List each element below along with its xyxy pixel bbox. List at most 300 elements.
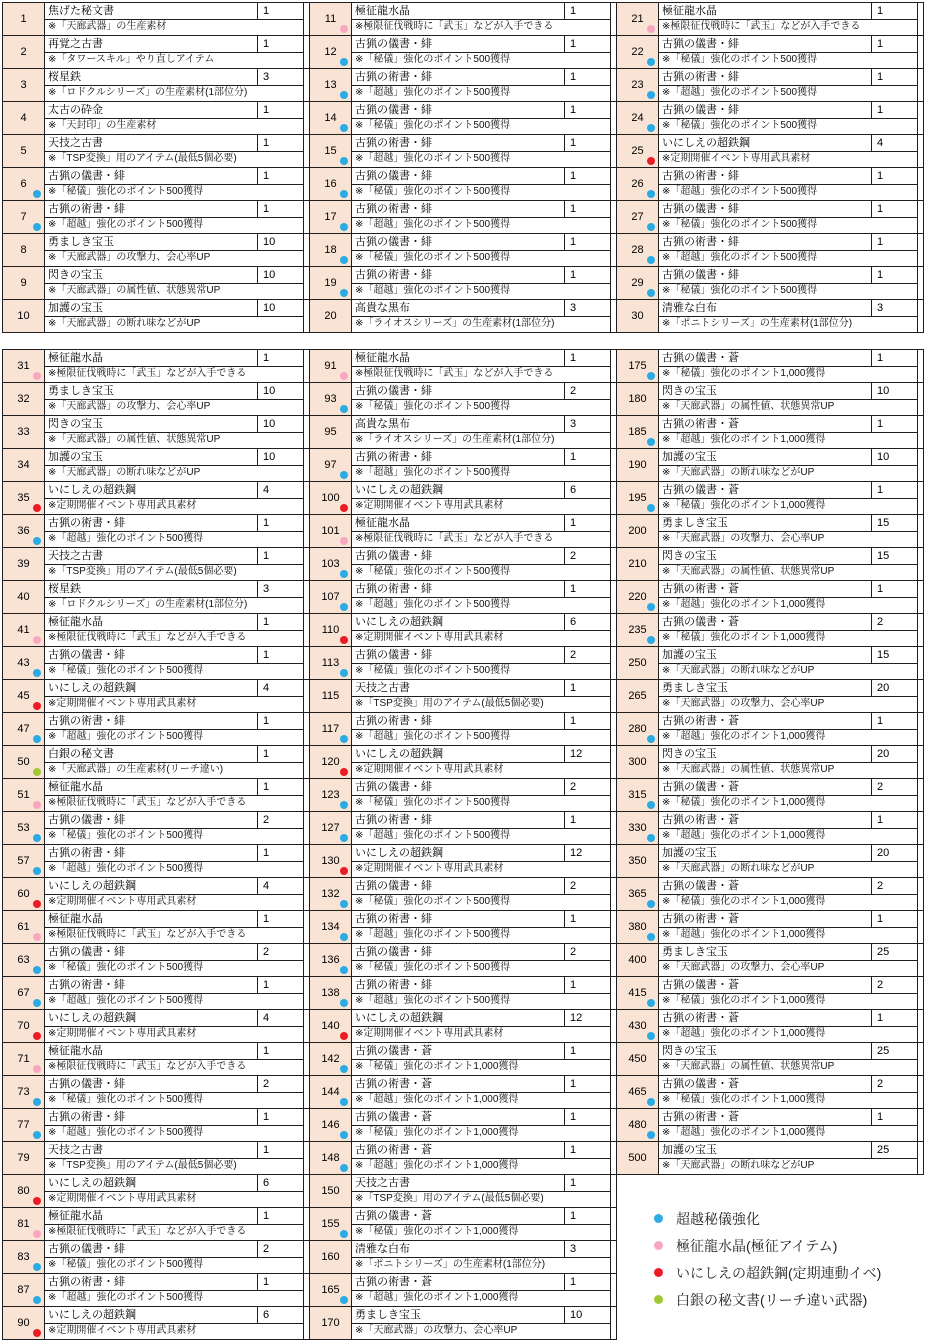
- grid-strip: [918, 779, 924, 811]
- floor-number: 117: [321, 723, 340, 735]
- reward-row: [3, 746, 310, 779]
- item-quantity: 1: [872, 69, 918, 86]
- floor-number-cell: [617, 515, 659, 547]
- floor-number: 17: [324, 211, 337, 223]
- floor-number-cell: [617, 135, 659, 167]
- item-quantity: 1: [258, 977, 304, 994]
- item-note: ※「超越」強化のポイント500獲得: [45, 218, 304, 233]
- item-name: 閃きの宝玉: [659, 548, 872, 565]
- item-note: ※「超越」強化のポイント500獲得: [45, 532, 304, 547]
- item-quantity: 4: [258, 680, 304, 697]
- red-dot-icon: [33, 1032, 41, 1040]
- floor-number: 24: [631, 112, 644, 124]
- item-note: ※定期開催イベント専用武具素材: [45, 1192, 304, 1207]
- grid-strip: [918, 548, 924, 580]
- item-note: ※「天廊武器」の攻撃力、会心率UP: [45, 251, 304, 266]
- item-name: 古猟の儀書・緋: [352, 234, 565, 251]
- item-quantity: 1: [258, 515, 304, 532]
- item-note: ※「ロドクルシリーズ」の生産素材(1部位分): [45, 598, 304, 613]
- reward-row: [617, 515, 924, 548]
- floor-number: 185: [628, 426, 647, 438]
- floor-number: 7: [20, 211, 27, 223]
- item-quantity: 20: [872, 680, 918, 697]
- item-note: ※「超越」強化のポイント500獲得: [352, 466, 611, 481]
- floor-number: 83: [17, 1251, 30, 1263]
- item-quantity: 2: [258, 812, 304, 829]
- reward-row: [3, 515, 310, 548]
- floor-number-cell: [310, 267, 352, 299]
- grid-strip: [918, 812, 924, 844]
- item-note: ※「ポニトシリーズ」の生産素材(1部位分): [659, 317, 918, 332]
- item-quantity: 10: [258, 267, 304, 284]
- item-quantity: 3: [258, 581, 304, 598]
- reward-row: [310, 1043, 617, 1076]
- reward-row: [617, 680, 924, 713]
- item-name: 古猟の儀書・緋: [45, 1241, 258, 1258]
- reward-row: [310, 69, 617, 102]
- item-quantity: 10: [258, 383, 304, 400]
- reward-row: [617, 845, 924, 878]
- item-quantity: 1: [565, 267, 611, 284]
- item-note: ※定期開催イベント専用武具素材: [45, 1324, 304, 1339]
- item-quantity: 25: [872, 1142, 918, 1159]
- item-note: ※「超越」強化のポイント500獲得: [45, 730, 304, 745]
- item-note: ※「超越」強化のポイント1,000獲得: [659, 598, 918, 613]
- item-note: ※「タワースキル」やり直しアイテム: [45, 53, 304, 68]
- item-quantity: 1: [872, 416, 918, 433]
- blue-dot-icon: [647, 190, 655, 198]
- item-note: ※「超越」強化のポイント500獲得: [352, 284, 611, 299]
- item-quantity: 1: [565, 234, 611, 251]
- floor-number: 93: [324, 393, 337, 405]
- reward-row: [310, 746, 617, 779]
- item-name: 古猟の儀書・緋: [352, 383, 565, 400]
- floor-number: 50: [17, 756, 30, 768]
- reward-table-floors-91-170: [309, 349, 617, 1340]
- item-name: 古猟の術書・緋: [45, 201, 258, 218]
- reward-row: [3, 680, 310, 713]
- item-note: ※極限征伐戦時に「武玉」などが入手できる: [45, 631, 304, 646]
- floor-number-cell: [3, 845, 45, 877]
- item-note: ※「秘儀」強化のポイント1,000獲得: [659, 994, 918, 1009]
- item-name: 加護の宝玉: [659, 845, 872, 862]
- reward-row: [310, 911, 617, 944]
- item-note: ※定期開催イベント専用武具素材: [352, 1027, 611, 1042]
- item-name: 極征龍水晶: [659, 3, 872, 20]
- blue-dot-icon: [340, 735, 348, 743]
- blue-dot-icon: [647, 636, 655, 644]
- item-note: ※「天廊武器」の属性値、状態異常UP: [45, 284, 304, 299]
- item-name: 古猟の術書・緋: [352, 135, 565, 152]
- item-note: ※「秘儀」強化のポイント500獲得: [352, 796, 611, 811]
- item-name: 古猟の儀書・蒼: [659, 482, 872, 499]
- item-quantity: 15: [872, 548, 918, 565]
- item-quantity: 1: [565, 911, 611, 928]
- reward-row: [3, 548, 310, 581]
- reward-row: [310, 102, 617, 135]
- item-quantity: 2: [565, 944, 611, 961]
- floor-number: 10: [17, 310, 30, 322]
- floor-number-cell: [310, 779, 352, 811]
- floor-number: 32: [17, 393, 30, 405]
- pink-dot-icon: [647, 25, 655, 33]
- item-note: ※「超越」強化のポイント500獲得: [352, 152, 611, 167]
- item-quantity: 1: [565, 168, 611, 185]
- item-name: いにしえの超鉄鋼: [352, 845, 565, 862]
- floor-number: 87: [17, 1284, 30, 1296]
- floor-number: 22: [631, 46, 644, 58]
- floor-number-cell: [310, 548, 352, 580]
- item-note: ※「秘儀」強化のポイント1,000獲得: [352, 1225, 611, 1240]
- item-quantity: 4: [258, 482, 304, 499]
- reward-row: [310, 267, 617, 300]
- blue-dot-icon: [340, 669, 348, 677]
- item-quantity: 10: [565, 1307, 611, 1324]
- item-note: ※極限征伐戦時に「武玉」などが入手できる: [45, 367, 304, 382]
- floor-number: 51: [17, 789, 30, 801]
- item-note: ※「秘儀」強化のポイント1,000獲得: [659, 1093, 918, 1108]
- floor-number: 107: [321, 591, 340, 603]
- item-name: 古猟の術書・緋: [352, 713, 565, 730]
- blue-dot-icon: [340, 999, 348, 1007]
- grid-strip: [918, 1109, 924, 1141]
- item-note: ※「秘儀」強化のポイント1,000獲得: [659, 631, 918, 646]
- item-quantity: 1: [258, 1142, 304, 1159]
- floor-number: 380: [628, 921, 647, 933]
- reward-row: [617, 234, 924, 267]
- item-name: 天技之古書: [352, 1175, 565, 1192]
- blue-dot-icon: [647, 900, 655, 908]
- floor-number-cell: [617, 449, 659, 481]
- item-name: 古猟の儀書・緋: [352, 878, 565, 895]
- reward-row: [310, 201, 617, 234]
- floor-number-cell: [310, 69, 352, 101]
- floor-number: 25: [631, 145, 644, 157]
- item-quantity: 1: [872, 581, 918, 598]
- item-name: いにしえの超鉄鋼: [45, 878, 258, 895]
- item-quantity: 6: [565, 482, 611, 499]
- grid-strip: [918, 350, 924, 382]
- item-quantity: 1: [872, 1010, 918, 1027]
- item-name: 古猟の術書・緋: [659, 234, 872, 251]
- item-name: 勇ましき宝玉: [45, 383, 258, 400]
- blue-dot-icon: [647, 801, 655, 809]
- item-note: ※「秘儀」強化のポイント500獲得: [45, 1093, 304, 1108]
- item-name: 古猟の術書・緋: [659, 168, 872, 185]
- floor-number: 165: [321, 1284, 340, 1296]
- grid-strip: [918, 416, 924, 448]
- floor-number: 3: [20, 79, 27, 91]
- item-name: 古猟の儀書・蒼: [352, 1043, 565, 1060]
- reward-row: [3, 267, 310, 300]
- floor-number: 18: [324, 244, 337, 256]
- item-quantity: 3: [872, 300, 918, 317]
- legend-item: [654, 1259, 923, 1286]
- item-note: ※極限征伐戦時に「武玉」などが入手できる: [45, 928, 304, 943]
- item-note: ※「超越」強化のポイント1,000獲得: [659, 928, 918, 943]
- item-quantity: 1: [258, 911, 304, 928]
- item-quantity: 1: [565, 515, 611, 532]
- item-name: 古猟の術書・緋: [45, 845, 258, 862]
- reward-row: [310, 680, 617, 713]
- item-quantity: 3: [565, 300, 611, 317]
- floor-number: 4: [20, 112, 27, 124]
- floor-number-cell: [617, 416, 659, 448]
- reward-row: [310, 515, 617, 548]
- floor-number: 12: [324, 46, 337, 58]
- blue-dot-icon: [647, 1131, 655, 1139]
- floor-number: 81: [17, 1218, 30, 1230]
- item-note: ※「超越」強化のポイント1,000獲得: [659, 1027, 918, 1042]
- item-name: 古猟の儀書・緋: [659, 36, 872, 53]
- floor-number: 67: [17, 987, 30, 999]
- blue-dot-icon: [340, 471, 348, 479]
- red-dot-icon: [33, 1197, 41, 1205]
- blue-dot-icon: [340, 966, 348, 974]
- item-name: 勇ましき宝玉: [352, 1307, 565, 1324]
- reward-row: [310, 350, 617, 383]
- floor-number-cell: [310, 1175, 352, 1207]
- item-name: 加護の宝玉: [659, 647, 872, 664]
- item-note: ※「超越」強化のポイント1,000獲得: [659, 829, 918, 844]
- floor-number-cell: [617, 713, 659, 745]
- floor-number: 45: [17, 690, 30, 702]
- floor-number: 103: [321, 558, 340, 570]
- item-quantity: 1: [258, 135, 304, 152]
- grid-strip: [918, 614, 924, 646]
- blue-dot-icon: [33, 1296, 41, 1304]
- item-name: 古猟の術書・緋: [352, 581, 565, 598]
- item-quantity: 2: [565, 548, 611, 565]
- reward-table-floors-31-90: [2, 349, 310, 1340]
- reward-row: [3, 1109, 310, 1142]
- blue-dot-icon: [340, 289, 348, 297]
- grid-strip: [918, 168, 924, 200]
- floor-number: 101: [321, 525, 340, 537]
- floor-number-cell: [310, 1109, 352, 1141]
- grid-strip: [918, 267, 924, 299]
- floor-number-cell: [3, 416, 45, 448]
- item-quantity: 1: [565, 449, 611, 466]
- floor-number: 350: [628, 855, 647, 867]
- reward-row: [3, 1208, 310, 1241]
- floor-number: 136: [321, 954, 340, 966]
- reward-row: [617, 1109, 924, 1142]
- red-dot-icon: [340, 636, 348, 644]
- blue-dot-icon: [340, 58, 348, 66]
- item-name: 古猟の儀書・蒼: [659, 977, 872, 994]
- item-note: ※「秘儀」強化のポイント500獲得: [659, 119, 918, 134]
- blue-dot-icon: [647, 58, 655, 66]
- item-quantity: 10: [258, 300, 304, 317]
- reward-row: [3, 383, 310, 416]
- item-note: ※定期開催イベント専用武具素材: [352, 862, 611, 877]
- blue-dot-icon: [33, 867, 41, 875]
- item-quantity: 1: [565, 3, 611, 20]
- floor-number: 115: [321, 690, 340, 702]
- item-name: 古猟の術書・緋: [45, 1274, 258, 1291]
- item-name: いにしえの超鉄鋼: [352, 482, 565, 499]
- item-note: ※「超越」強化のポイント1,000獲得: [352, 1291, 611, 1306]
- floor-number: 415: [628, 987, 647, 999]
- item-note: ※「超越」強化のポイント500獲得: [352, 829, 611, 844]
- item-name: 古猟の術書・緋: [45, 977, 258, 994]
- reward-row: [617, 878, 924, 911]
- floor-number-cell: [617, 548, 659, 580]
- item-quantity: 2: [565, 779, 611, 796]
- floor-number: 315: [628, 789, 647, 801]
- item-note: ※「天廊武器」の断れ味などがUP: [659, 466, 918, 481]
- reward-row: [3, 482, 310, 515]
- reward-row: [617, 812, 924, 845]
- item-quantity: 2: [872, 614, 918, 631]
- item-name: 古猟の術書・蒼: [352, 1142, 565, 1159]
- floor-number: 450: [628, 1053, 647, 1065]
- reward-row: [310, 1274, 617, 1307]
- reward-table-floors-175-500: [616, 349, 924, 1175]
- item-quantity: 1: [258, 779, 304, 796]
- floor-number: 41: [17, 624, 30, 636]
- item-name: 天技之古書: [45, 1142, 258, 1159]
- legend-item: [654, 1286, 923, 1313]
- item-name: 清雅な白布: [352, 1241, 565, 1258]
- item-note: ※「超越」強化のポイント500獲得: [45, 1126, 304, 1141]
- floor-number-cell: [310, 911, 352, 943]
- reward-row: [3, 647, 310, 680]
- reward-row: [617, 482, 924, 515]
- item-name: 極征龍水晶: [45, 1208, 258, 1225]
- floor-number: 123: [321, 789, 340, 801]
- floor-number-cell: [3, 1208, 45, 1240]
- item-name: 古猟の術書・蒼: [352, 1076, 565, 1093]
- section-gap: [309, 333, 616, 349]
- item-quantity: 1: [258, 1043, 304, 1060]
- blue-dot-icon: [647, 372, 655, 380]
- floor-number-cell: [3, 234, 45, 266]
- item-note: ※「超越」強化のポイント500獲得: [45, 862, 304, 877]
- floor-number-cell: [3, 1109, 45, 1141]
- floor-number: 148: [321, 1152, 340, 1164]
- floor-number-cell: [3, 201, 45, 233]
- legend-label: 超越秘儀強化: [676, 1210, 760, 1227]
- blue-dot-icon: [340, 1065, 348, 1073]
- grid-strip: [918, 482, 924, 514]
- floor-number-cell: [3, 1010, 45, 1042]
- reward-row: [3, 1076, 310, 1109]
- item-name: 古猟の術書・緋: [45, 713, 258, 730]
- reward-row: [3, 300, 310, 333]
- item-quantity: 1: [258, 201, 304, 218]
- item-quantity: 12: [565, 1010, 611, 1027]
- reward-row: [617, 1142, 924, 1175]
- reward-row: [617, 416, 924, 449]
- item-note: ※「天廊武器」の攻撃力、会心率UP: [659, 532, 918, 547]
- item-name: 古猟の儀書・緋: [45, 647, 258, 664]
- item-name: 古猟の術書・蒼: [659, 416, 872, 433]
- item-note: ※「秘儀」強化のポイント1,000獲得: [659, 796, 918, 811]
- floor-number-cell: [3, 614, 45, 646]
- reward-row: [617, 3, 924, 36]
- item-name: 閃きの宝玉: [659, 383, 872, 400]
- item-quantity: 1: [258, 746, 304, 763]
- item-name: 勇ましき宝玉: [659, 680, 872, 697]
- blue-dot-icon: [647, 999, 655, 1007]
- reward-row: [3, 581, 310, 614]
- blue-dot-icon: [647, 735, 655, 743]
- floor-number: 36: [17, 525, 30, 537]
- item-quantity: 1: [565, 36, 611, 53]
- item-note: ※「秘儀」強化のポイント500獲得: [352, 961, 611, 976]
- item-name: いにしえの超鉄鋼: [659, 135, 872, 152]
- floor-number-cell: [617, 300, 659, 332]
- reward-row: [3, 201, 310, 234]
- section-gap: [616, 333, 923, 349]
- item-name: いにしえの超鉄鋼: [45, 1175, 258, 1192]
- reward-row: [617, 36, 924, 69]
- floor-number-cell: [310, 201, 352, 233]
- blue-dot-icon: [340, 256, 348, 264]
- reward-row: [310, 3, 617, 36]
- floor-number-cell: [310, 36, 352, 68]
- blue-dot-icon: [33, 1263, 41, 1271]
- item-note: ※「超越」強化のポイント500獲得: [352, 86, 611, 101]
- item-note: ※「天廊武器」の生産素材(リーチ違い): [45, 763, 304, 778]
- item-quantity: 1: [565, 135, 611, 152]
- floor-number: 61: [17, 921, 30, 933]
- reward-row: [310, 977, 617, 1010]
- floor-number: 47: [17, 723, 30, 735]
- item-quantity: 1: [258, 647, 304, 664]
- blue-dot-icon: [647, 289, 655, 297]
- item-quantity: 1: [258, 713, 304, 730]
- reward-row: [3, 168, 310, 201]
- floor-number: 300: [628, 756, 647, 768]
- item-note: ※定期開催イベント専用武具素材: [45, 1027, 304, 1042]
- blue-dot-icon: [654, 1214, 663, 1223]
- reward-row: [310, 482, 617, 515]
- floor-number: 140: [321, 1020, 340, 1032]
- item-name: 古猟の儀書・蒼: [659, 878, 872, 895]
- item-note: ※「ポニトシリーズ」の生産素材(1部位分): [352, 1258, 611, 1273]
- pink-dot-icon: [33, 1230, 41, 1238]
- item-note: ※「TSP変換」用のアイテム(最低5個必要): [45, 1159, 304, 1174]
- item-note: ※「秘儀」強化のポイント500獲得: [352, 400, 611, 415]
- blue-dot-icon: [647, 834, 655, 842]
- item-name: 白銀の秘文書: [45, 746, 258, 763]
- item-quantity: 3: [565, 1241, 611, 1258]
- item-note: ※「天廊武器」の断れ味などがUP: [659, 862, 918, 877]
- reward-row: [3, 1274, 310, 1307]
- item-note: ※「天廊武器」の断れ味などがUP: [659, 664, 918, 679]
- reward-row: [617, 300, 924, 333]
- floor-number-cell: [310, 234, 352, 266]
- floor-number: 15: [324, 145, 337, 157]
- reward-row: [310, 449, 617, 482]
- floor-number-cell: [617, 614, 659, 646]
- floor-number-cell: [617, 944, 659, 976]
- item-note: ※「天廊武器」の生産素材: [45, 20, 304, 35]
- reward-row: [617, 713, 924, 746]
- item-name: 古猟の術書・緋: [352, 201, 565, 218]
- floor-number: 40: [17, 591, 30, 603]
- item-name: 古猟の術書・蒼: [659, 581, 872, 598]
- grid-strip: [918, 845, 924, 877]
- item-note: ※定期開催イベント専用武具素材: [45, 697, 304, 712]
- item-name: 古猟の術書・蒼: [659, 1010, 872, 1027]
- reward-row: [310, 779, 617, 812]
- item-name: 古猟の術書・緋: [45, 515, 258, 532]
- item-quantity: 1: [258, 350, 304, 367]
